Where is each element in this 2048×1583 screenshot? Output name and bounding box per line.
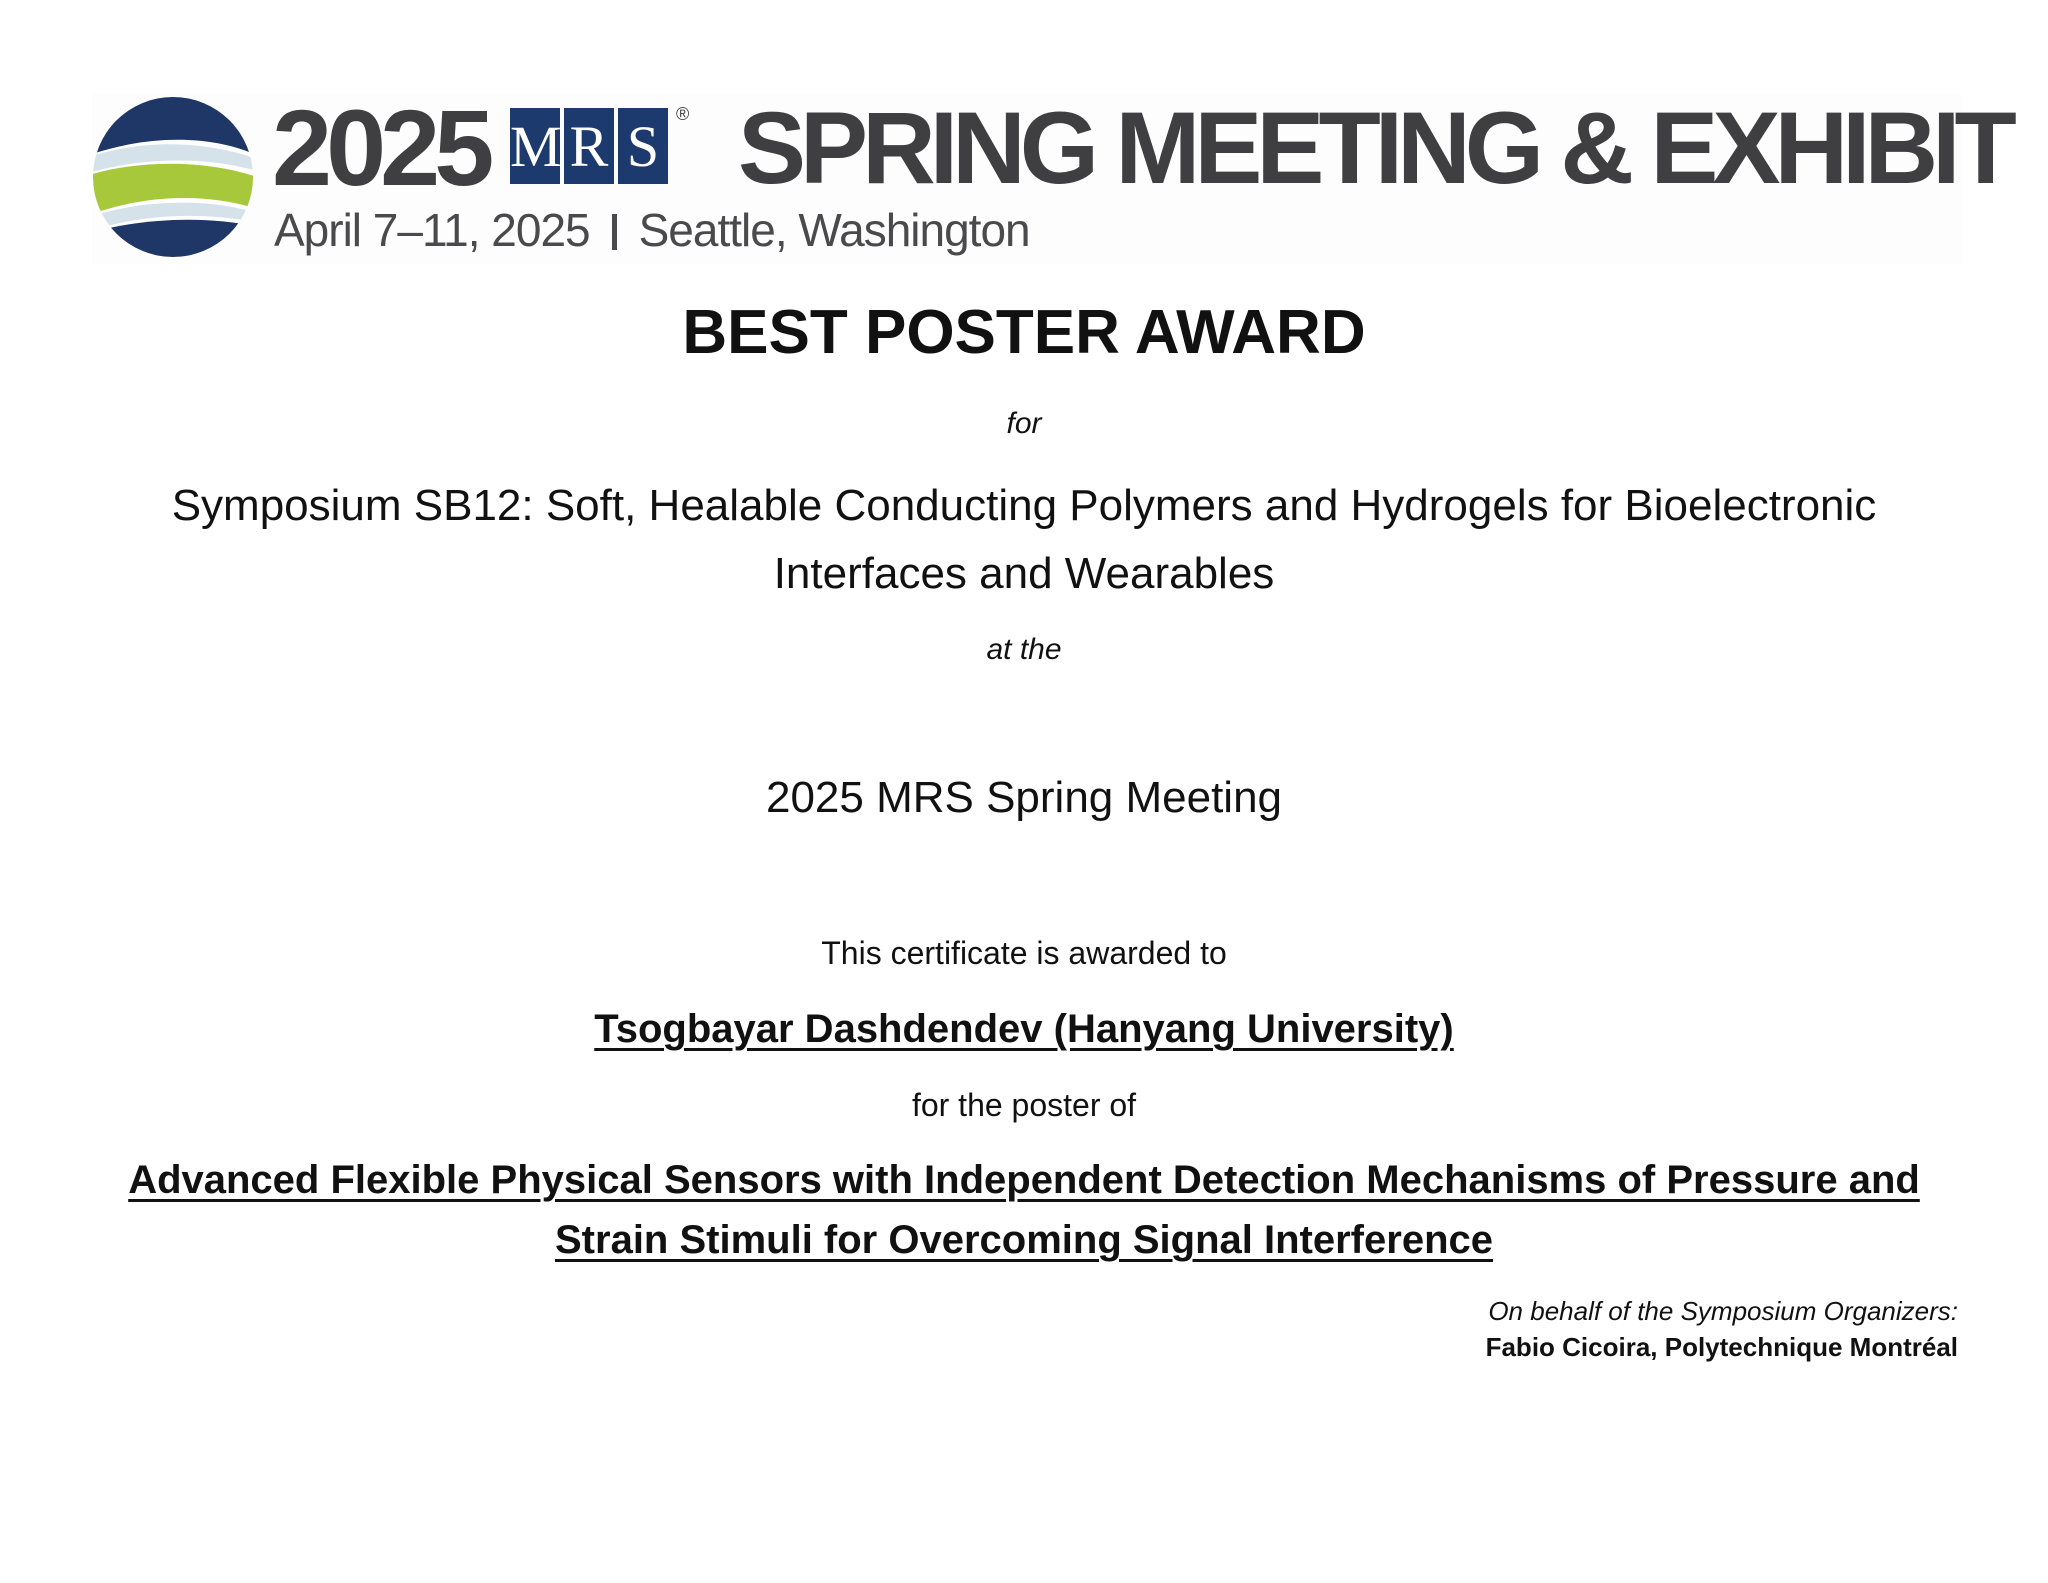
mrs-letter-s: S: [618, 108, 668, 184]
symposium-name: Symposium SB12: Soft, Healable Conducting Polymers and Hydrogels for Bioelectronic Interfaces and Wearables: [171, 481, 1877, 598]
organizer-name: Fabio Cicoira, Polytechnique Montréal: [1485, 1332, 1958, 1362]
poster-title: Advanced Flexible Physical Sensors with Independent Detection Mechanisms of Pressure and Strain Stimuli for Overcoming Signal Interference: [128, 1158, 1920, 1262]
banner-dates-location: [274, 202, 1030, 258]
recipient-name: Tsogbayar Dashdendev (Hanyang University): [594, 1007, 1454, 1051]
meeting-name: 2025 MRS Spring Meeting: [765, 773, 1283, 822]
meeting-banner: [92, 87, 2011, 264]
award-title: BEST POSTER AWARD: [682, 298, 1366, 367]
for-connector: for: [1006, 407, 1042, 440]
banner-dates: April 7–11, 2025: [274, 204, 590, 256]
banner-event-title: SPRING MEETING & EXHIBIT: [738, 91, 2011, 205]
at-the-connector: at the: [986, 633, 1062, 666]
mrs-letter-m: M: [510, 108, 560, 184]
mrs-globe-logo-icon: [92, 96, 254, 258]
mrs-letter-r: R: [564, 108, 614, 184]
banner-location: Seattle, Washington: [638, 204, 1030, 256]
awarded-to-label: This certificate is awarded to: [821, 935, 1227, 971]
poster-of-label: for the poster of: [911, 1087, 1137, 1123]
on-behalf-label: On behalf of the Symposium Organizers:: [1488, 1296, 1958, 1326]
banner-year: 2025: [272, 87, 489, 208]
mrs-logo: [510, 108, 668, 184]
divider-bar: [612, 214, 617, 250]
registered-mark: ®: [676, 104, 690, 124]
